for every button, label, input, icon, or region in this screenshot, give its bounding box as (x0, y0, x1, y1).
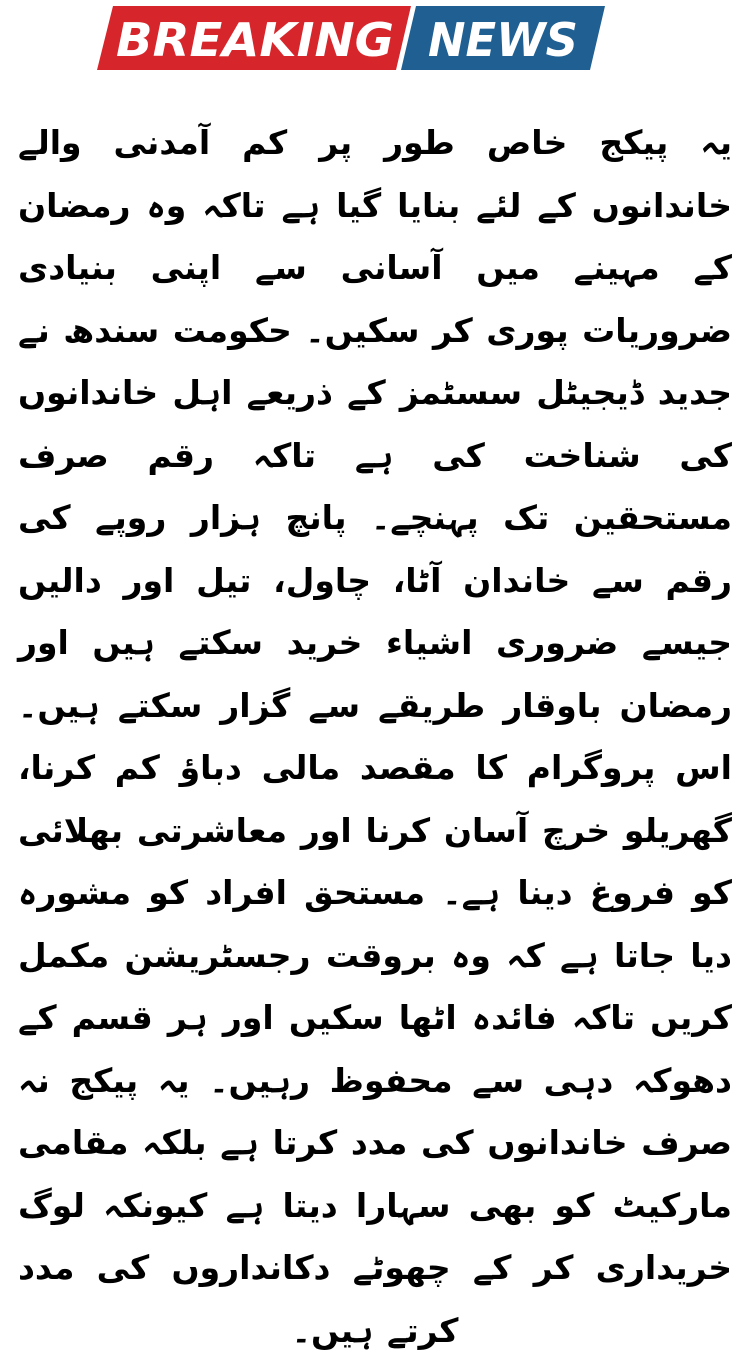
banner-word-news: NEWS (428, 13, 578, 67)
breaking-news-banner (97, 6, 605, 70)
banner-word-breaking: BREAKING (116, 13, 394, 67)
breaking-news-graphic (97, 6, 605, 70)
article-body: یہ پیکج خاص طور پر کم آمدنی والے خاندانوں کے لئے بنایا گیا ہے تاکہ وہ رمضان کے مہینے میں آسانی سے اپنی بنیادی ضروریات پوری کر سکیں۔ حکومت سندھ نے جدید ڈیجیٹل سسٹمز کے ذریعے اہل خاندانوں کی شناخت کی ہے تاکہ رقم صرف مستحقین تک پہنچے۔ پانچ ہزار روپے کی رقم سے خاندان آٹا، چاول، تیل اور دالیں جیسے ضروری اشیاء خرید سکتے ہیں اور رمضان باوقار طریقے سے گزار سکتے ہیں۔ اس پروگرام کا مقصد مالی دباؤ کم کرنا، گھریلو خرچ آسان کرنا اور معاشرتی بھلائی کو فروغ دینا ہے۔ مستحق افراد کو مشورہ دیا جاتا ہے کہ وہ بروقت رجسٹریشن مکمل کریں تاکہ فائدہ اٹھا سکیں اور ہر قسم کے دھوکہ دہی سے محفوظ رہیں۔ یہ پیکج نہ صرف خاندانوں کی مدد کرتا ہے بلکہ مقامی مارکیٹ کو بھی سہارا دیتا ہے کیونکہ لوگ خریداری کر کے چھوٹے دکانداروں کی مدد کرتے ہیں۔ (18, 123, 732, 1350)
